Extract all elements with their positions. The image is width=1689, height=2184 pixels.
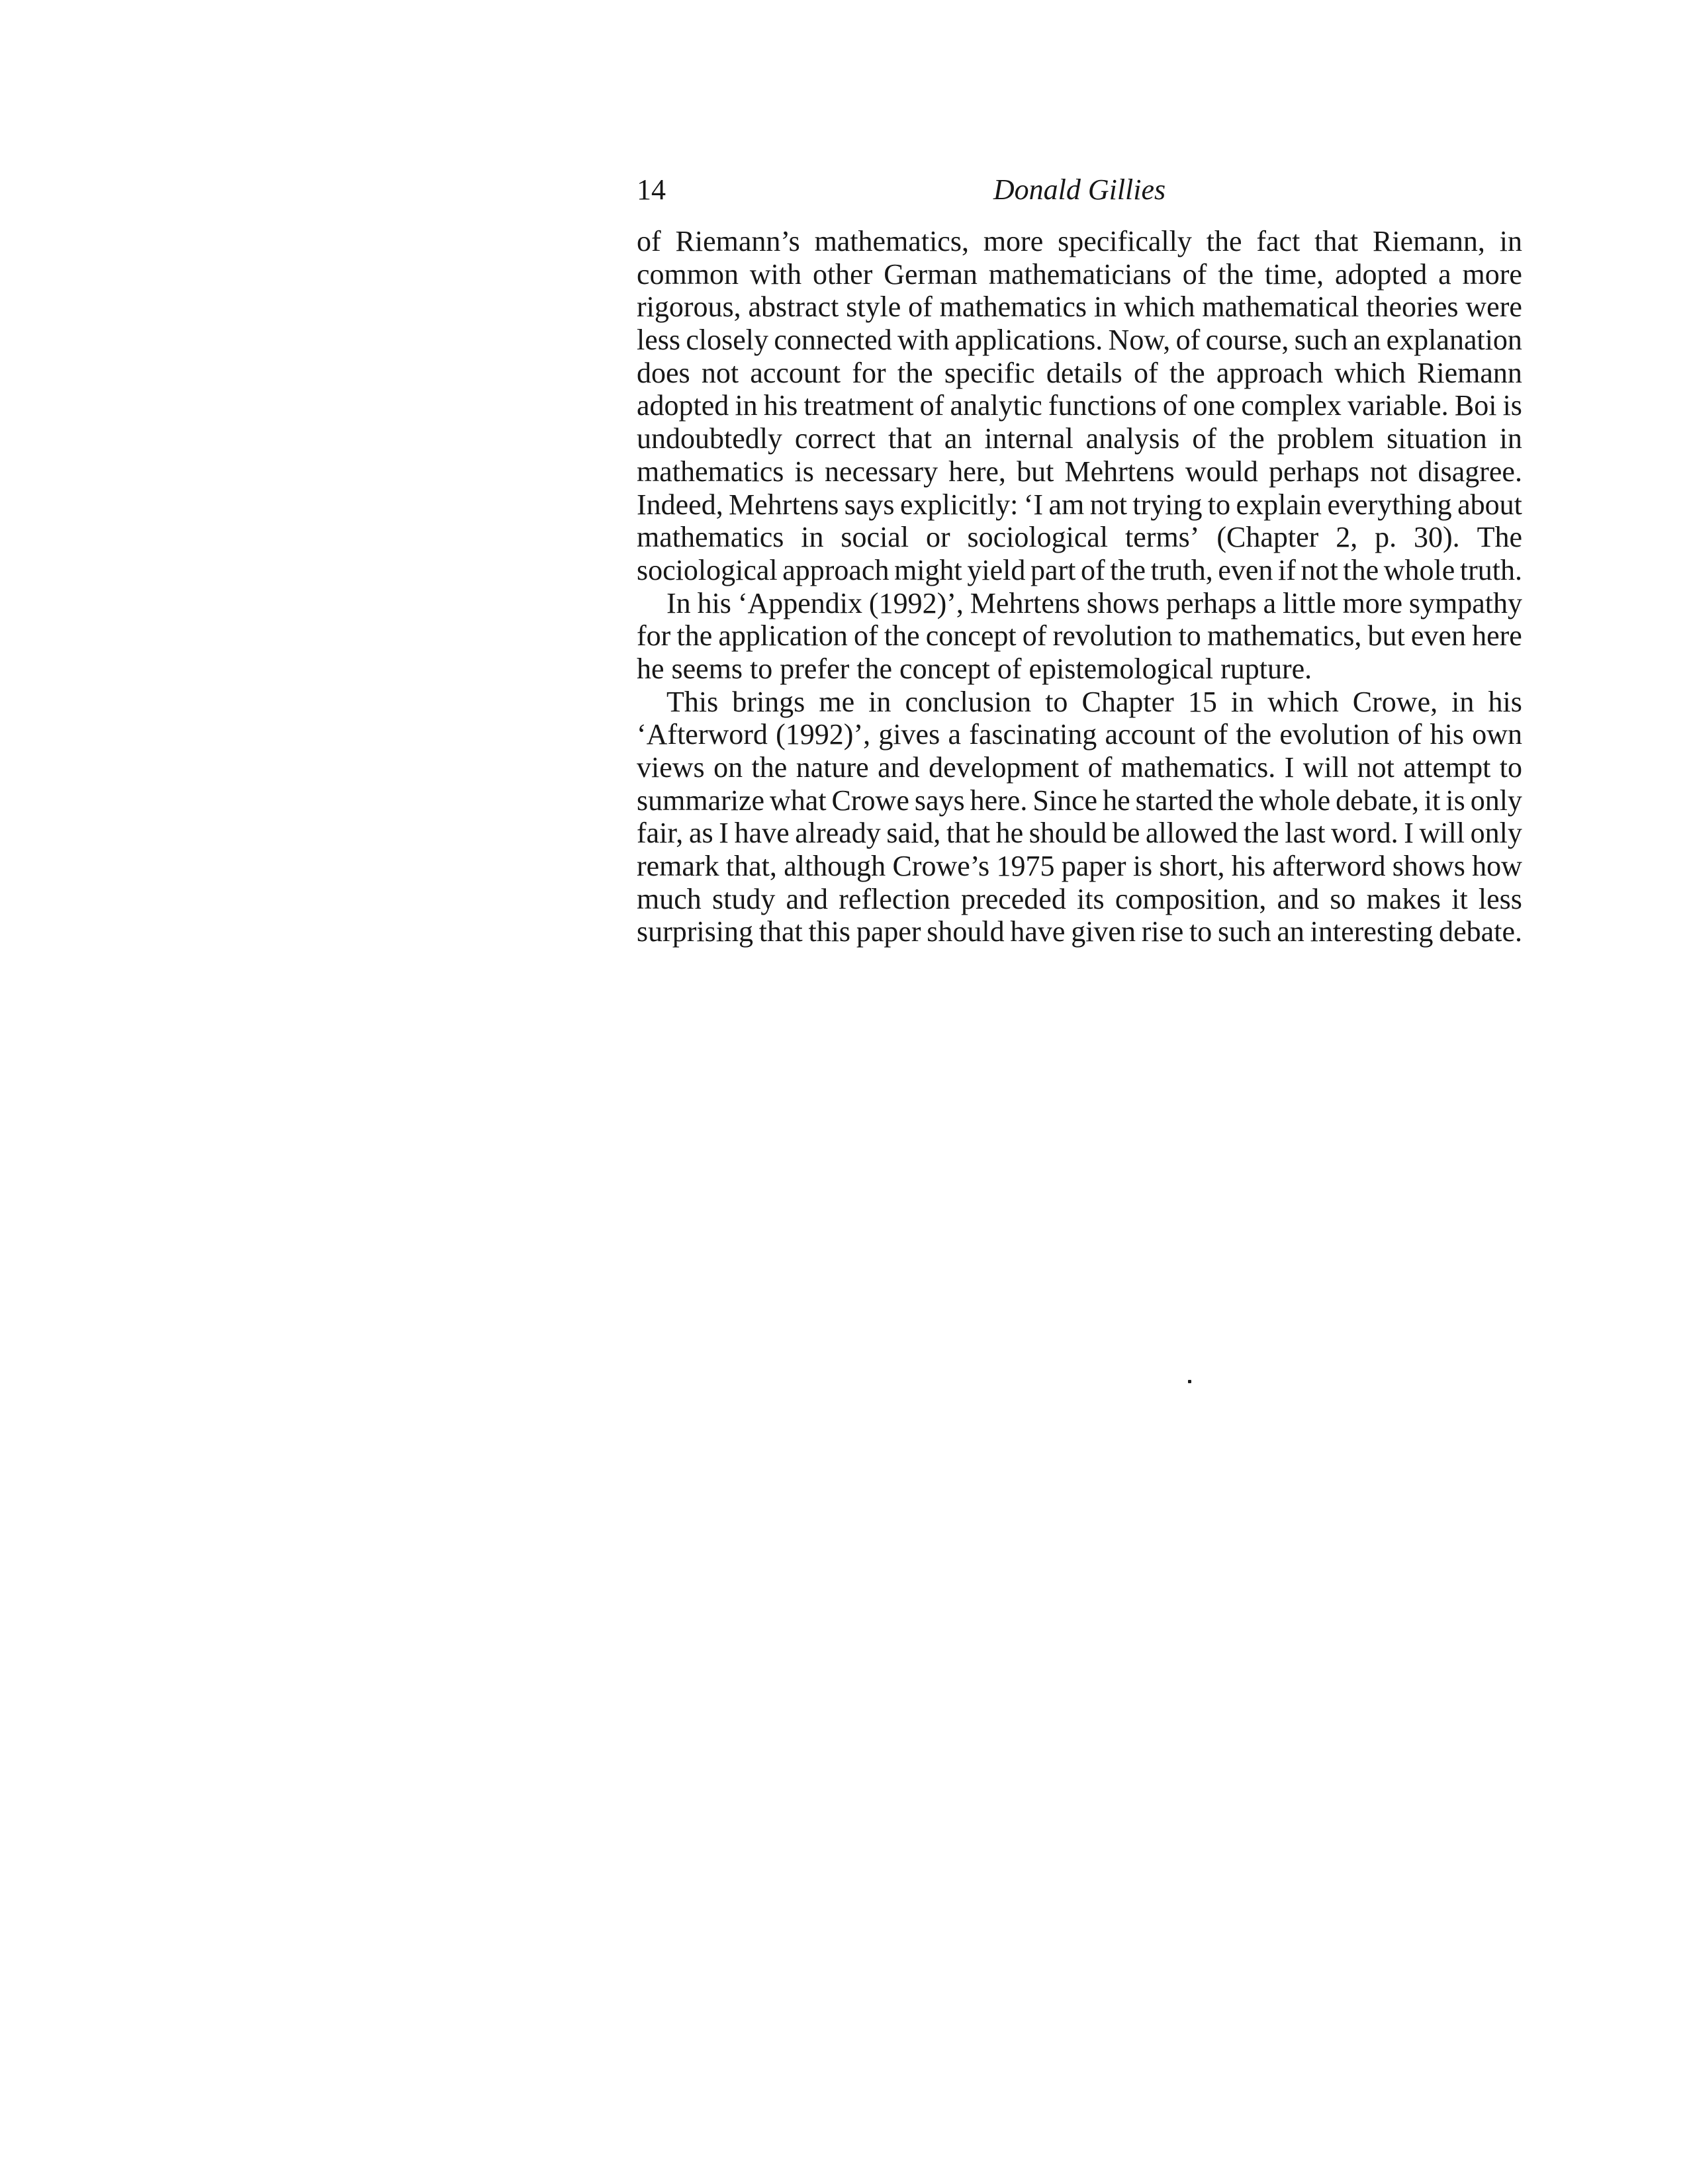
text-line: surprising that this paper should have given rise to such an interesting debate.: [637, 915, 1522, 948]
paragraph: [637, 686, 1522, 949]
scan-speck-artifact: [1188, 1380, 1191, 1383]
text-column: [637, 0, 1522, 2184]
running-title: Donald Gillies: [993, 173, 1166, 206]
text-line: summarize what Crowe says here. Since he started the whole debate, it is only: [637, 784, 1522, 817]
text-line: views on the nature and development of mathematics. I will not attempt to: [637, 751, 1522, 784]
text-line: he seems to prefer the concept of epistemological rupture.: [637, 652, 1312, 685]
text-line: fair, as I have already said, that he should be allowed the last word. I will only: [637, 817, 1522, 850]
paragraph: [637, 587, 1522, 686]
text-line: common with other German mathematicians of the time, adopted a more: [637, 257, 1522, 291]
body-text: [637, 225, 1522, 948]
text-line: adopted in his treatment of analytic functions of one complex variable. Boi is: [637, 389, 1522, 422]
text-line: rigorous, abstract style of mathematics in which mathematical theories were: [637, 291, 1522, 324]
text-line: for the application of the concept of revolution to mathematics, but even here: [637, 619, 1522, 653]
text-line: undoubtedly correct that an internal analysis of the problem situation in: [637, 422, 1522, 455]
text-line: sociological approach might yield part of the truth, even if not the whole truth.: [637, 553, 1522, 586]
paragraph: [637, 225, 1522, 587]
text-line: Indeed, Mehrtens says explicitly: ‘I am not trying to explain everything about: [637, 488, 1522, 521]
text-line: much study and reflection preceded its composition, and so makes it less: [637, 882, 1522, 915]
text-line: mathematics in social or sociological terms’ (Chapter 2, p. 30). The: [637, 521, 1522, 554]
text-line: This brings me in conclusion to Chapter 15 in which Crowe, in his: [666, 685, 1522, 718]
text-line: ‘Afterword (1992)’, gives a fascinating account of the evolution of his own: [637, 718, 1522, 751]
text-line: does not account for the specific details of the approach which Riemann: [637, 356, 1522, 389]
page-header: [637, 173, 1522, 206]
page-number: 14: [637, 173, 666, 206]
text-line: mathematics is necessary here, but Mehrtens would perhaps not disagree.: [637, 455, 1522, 488]
text-line: remark that, although Crowe’s 1975 paper is short, his afterword shows how: [637, 850, 1522, 883]
text-line: less closely connected with applications. Now, of course, such an explanation: [637, 324, 1522, 357]
text-line: of Riemann’s mathematics, more specifically the fact that Riemann, in: [637, 225, 1522, 257]
text-line: In his ‘Appendix (1992)’, Mehrtens shows perhaps a little more sympathy: [666, 586, 1522, 619]
